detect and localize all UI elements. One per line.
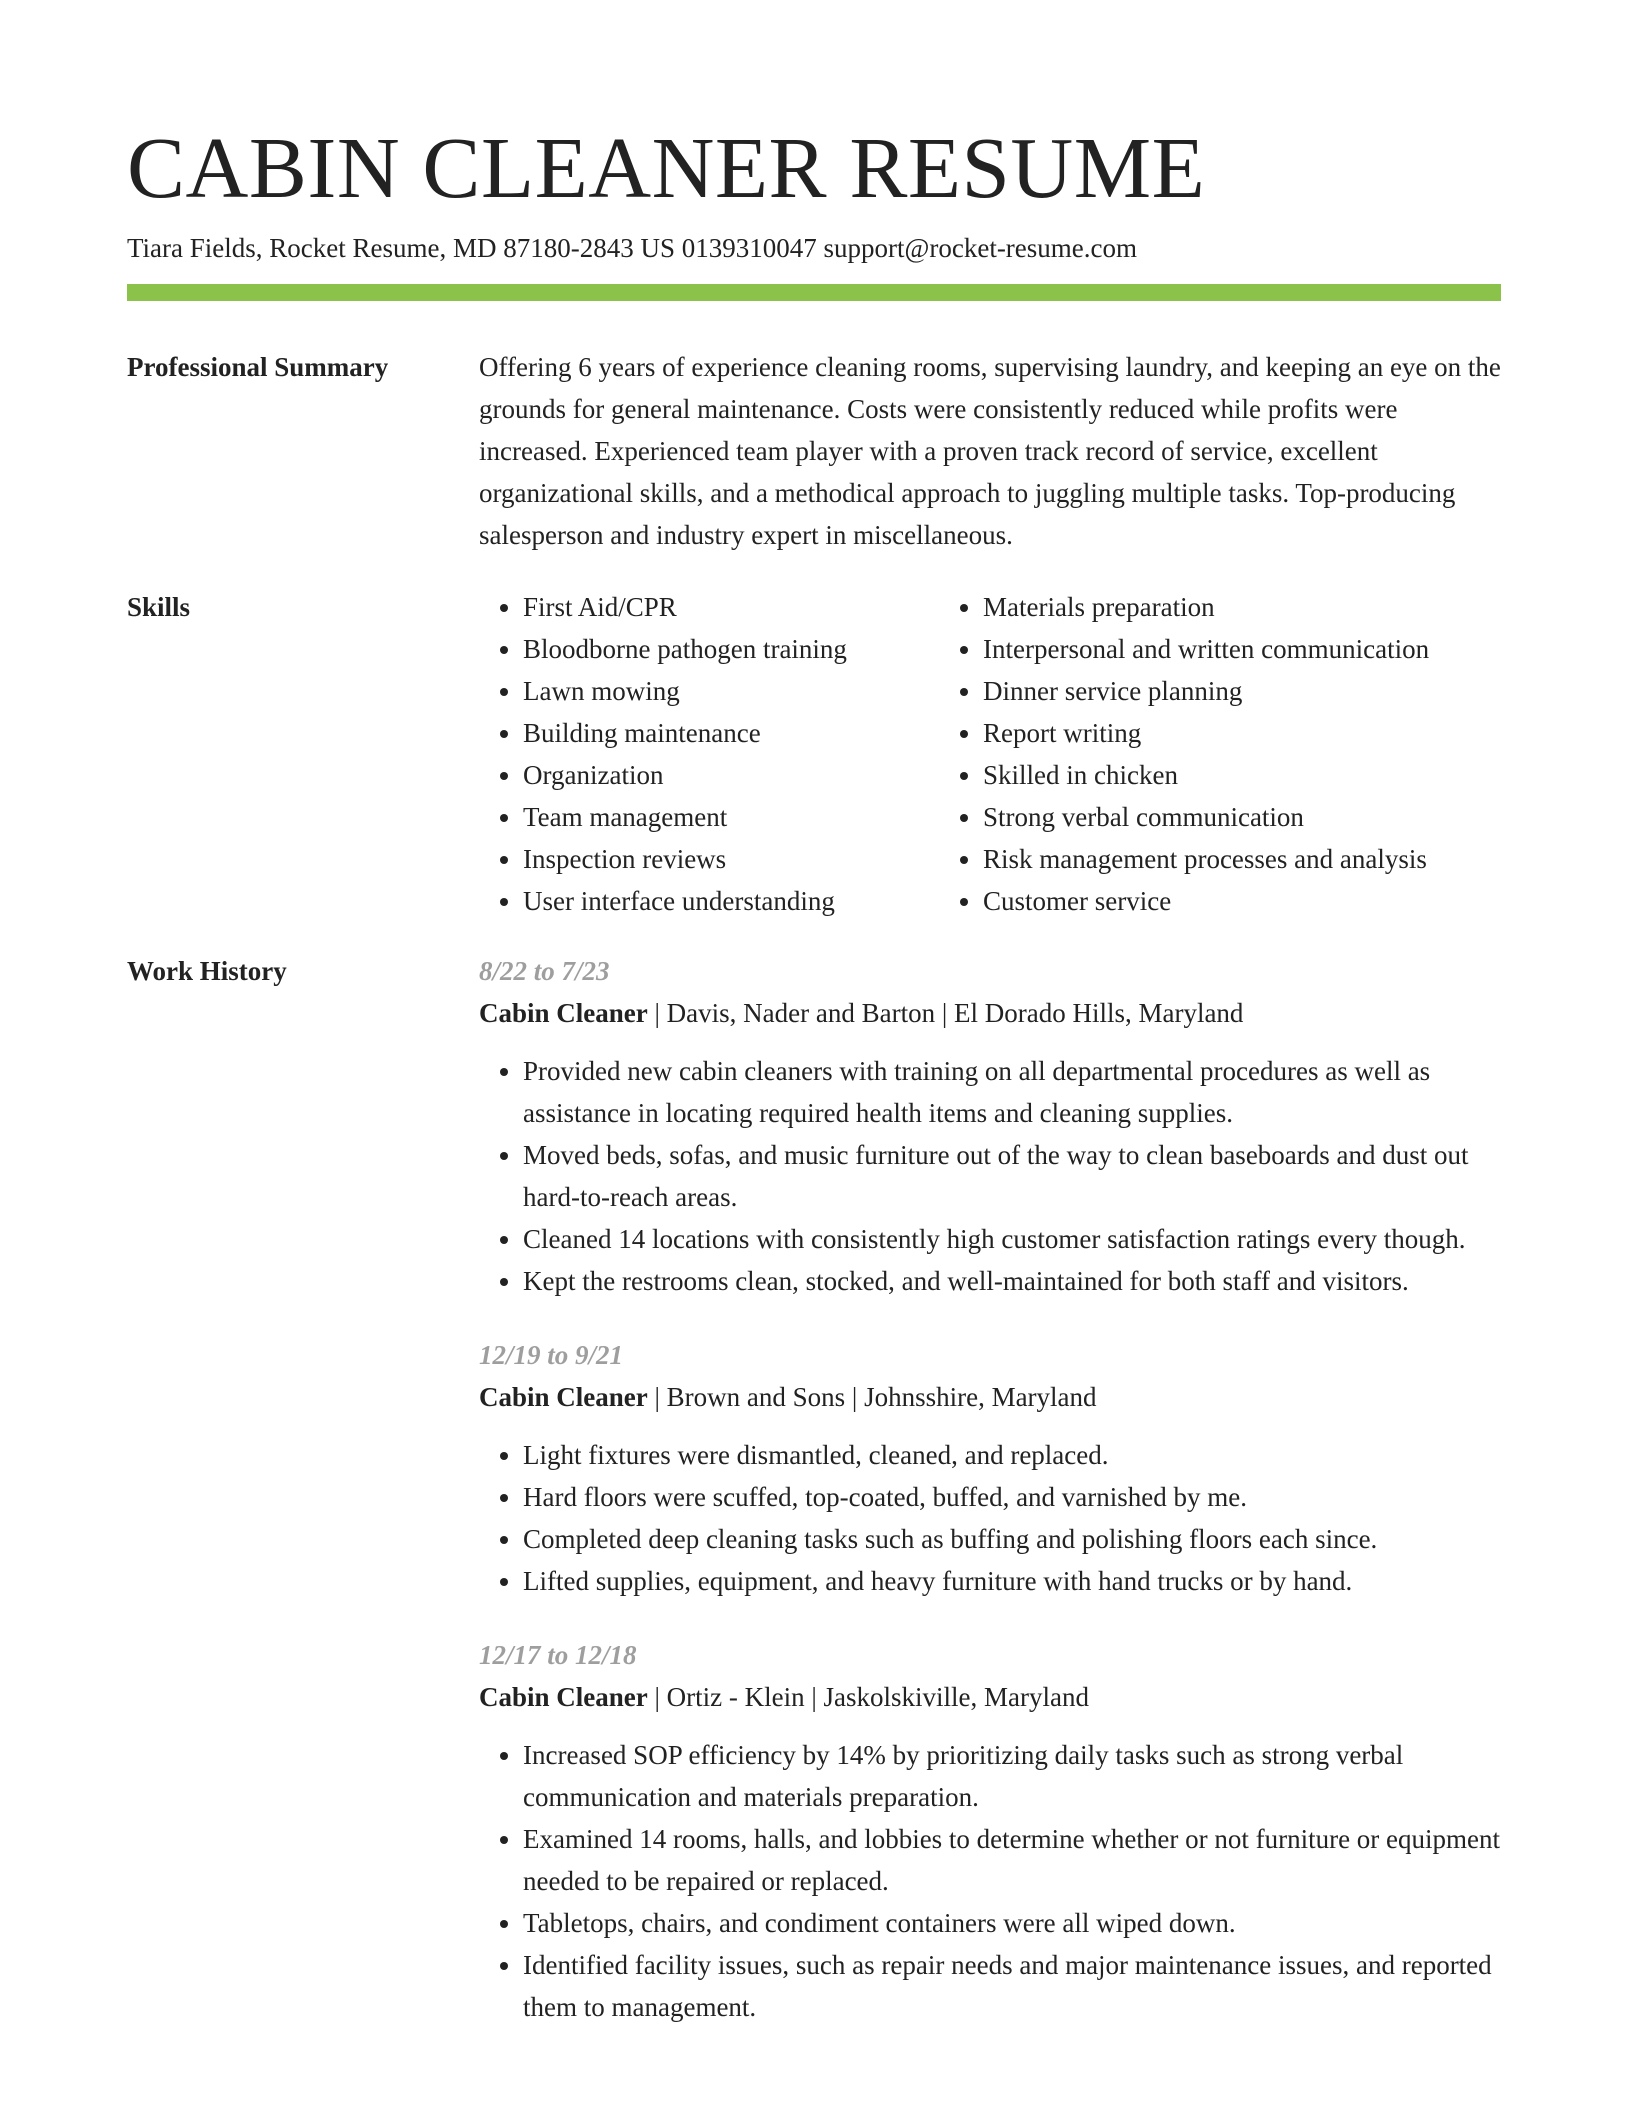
job-bullets	[479, 1734, 1501, 2028]
job-title: Cabin Cleaner	[479, 998, 648, 1028]
skill-item: • Inspection reviews	[523, 838, 939, 880]
summary-text: Offering 6 years of experience cleaning rooms, supervising laundry, and keeping an eye on the grounds for general maintenance. Costs were consistently reduced while profits were increased. Experienced team player with a proven track record of service, excellent organizational skills, and a methodical approach to juggling multiple tasks. Top-producing salesperson and industry expert in miscellaneous.	[479, 352, 1501, 550]
job-bullet: • Moved beds, sofas, and music furniture out of the way to clean baseboards and dust out hard-to-reach areas.	[523, 1134, 1501, 1218]
skill-item: • First Aid/CPR	[523, 586, 939, 628]
job-bullets	[479, 1050, 1501, 1302]
skill-item: • Strong verbal communication	[983, 796, 1501, 838]
job-heading	[479, 1676, 1501, 1718]
skills-heading: Skills	[127, 592, 191, 622]
job-bullet: • Light fixtures were dismantled, cleaned, and replaced.	[523, 1434, 1501, 1476]
skills-column-left	[479, 586, 939, 922]
job-bullet: • Increased SOP efficiency by 14% by prioritizing daily tasks such as strong verbal communication and materials preparation.	[523, 1734, 1501, 1818]
job-entry	[479, 1334, 1501, 1602]
skill-item: • Report writing	[983, 712, 1501, 754]
contact-line: Tiara Fields, Rocket Resume, MD 87180-2843 US 0139310047 support@rocket-resume.com	[127, 233, 1138, 263]
job-bullet: • Tabletops, chairs, and condiment containers were all wiped down.	[523, 1902, 1501, 1944]
job-bullet: • Kept the restrooms clean, stocked, and well-maintained for both staff and visitors.	[523, 1260, 1501, 1302]
job-employer-location: | Davis, Nader and Barton | El Dorado Hills, Maryland	[647, 998, 1244, 1028]
skill-item: • Materials preparation	[983, 586, 1501, 628]
work-history-heading: Work History	[127, 956, 287, 986]
job-bullet: • Hard floors were scuffed, top-coated, buffed, and varnished by me.	[523, 1476, 1501, 1518]
skill-item: • Building maintenance	[523, 712, 939, 754]
resume-title: CABIN CLEANER RESUME	[127, 119, 1206, 216]
skill-item: • Risk management processes and analysis	[983, 838, 1501, 880]
job-employer-location: | Ortiz - Klein | Jaskolskiville, Maryland	[647, 1682, 1089, 1712]
job-title: Cabin Cleaner	[479, 1682, 648, 1712]
skill-item: • Customer service	[983, 880, 1501, 922]
skills-list	[479, 586, 1501, 922]
skill-item: • Skilled in chicken	[983, 754, 1501, 796]
job-dates: 12/19 to 9/21	[479, 1340, 624, 1370]
job-dates: 12/17 to 12/18	[479, 1640, 637, 1670]
work-history-body	[479, 950, 1501, 2060]
job-dates: 8/22 to 7/23	[479, 956, 610, 986]
job-title: Cabin Cleaner	[479, 1382, 648, 1412]
job-bullet: • Cleaned 14 locations with consistently high customer satisfaction ratings every though.	[523, 1218, 1501, 1260]
skill-item: • Team management	[523, 796, 939, 838]
job-bullet: • Provided new cabin cleaners with training on all departmental procedures as well as assistance in locating required health items and cleaning supplies.	[523, 1050, 1501, 1134]
summary-heading: Professional Summary	[127, 352, 389, 382]
skill-item: • Interpersonal and written communication	[983, 628, 1501, 670]
job-heading	[479, 992, 1501, 1034]
job-entry	[479, 950, 1501, 1302]
job-employer-location: | Brown and Sons | Johnsshire, Maryland	[647, 1382, 1097, 1412]
skill-item: • User interface understanding	[523, 880, 939, 922]
summary-body	[479, 346, 1501, 556]
job-entry	[479, 1634, 1501, 2028]
skill-item: • Dinner service planning	[983, 670, 1501, 712]
job-bullet: • Completed deep cleaning tasks such as buffing and polishing floors each since.	[523, 1518, 1501, 1560]
job-bullets	[479, 1434, 1501, 1602]
skills-column-right	[939, 586, 1501, 922]
accent-divider	[127, 284, 1501, 301]
job-bullet: • Examined 14 rooms, halls, and lobbies to determine whether or not furniture or equipment needed to be repaired or replaced.	[523, 1818, 1501, 1902]
job-heading	[479, 1376, 1501, 1418]
job-bullet: • Lifted supplies, equipment, and heavy furniture with hand trucks or by hand.	[523, 1560, 1501, 1602]
job-bullet: • Identified facility issues, such as repair needs and major maintenance issues, and reported them to management.	[523, 1944, 1501, 2028]
skill-item: • Bloodborne pathogen training	[523, 628, 939, 670]
skill-item: • Lawn mowing	[523, 670, 939, 712]
skill-item: • Organization	[523, 754, 939, 796]
